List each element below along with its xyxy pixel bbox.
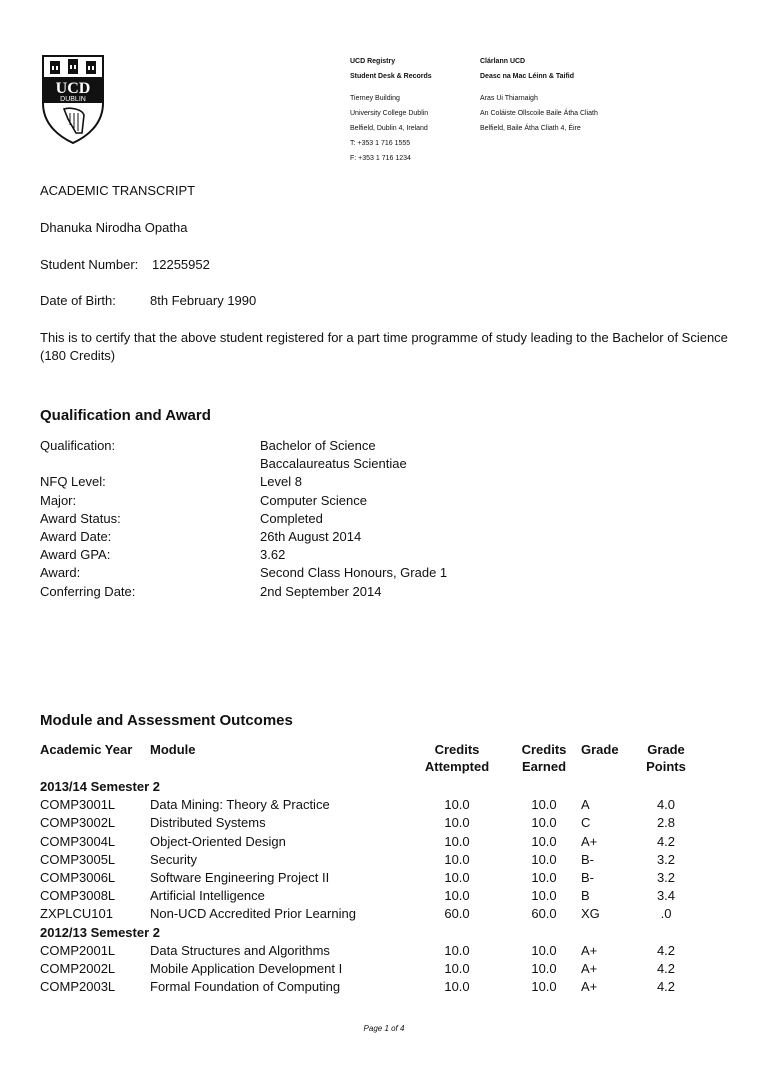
- credits-attempted: 10.0: [444, 797, 470, 813]
- modules-heading: Module and Assessment Outcomes: [40, 712, 293, 729]
- grade: A+: [581, 961, 598, 976]
- grade-points: 4.2: [656, 961, 676, 976]
- table-row: [0, 869, 768, 887]
- credits-attempted: 10.0: [444, 870, 470, 885]
- credits-earned: 60.0: [531, 906, 557, 922]
- registry-address-line: Tierney Building: [350, 95, 400, 102]
- grade-points: 4.2: [656, 833, 676, 849]
- module-code: COMP2003L: [40, 979, 116, 995]
- qualification-value: 2nd September 2014: [260, 583, 382, 599]
- credits-attempted: 10.0: [444, 979, 470, 995]
- qualification-row: [40, 456, 640, 472]
- grade-points: 3.4: [656, 888, 676, 904]
- student-number-label: Student Number:: [40, 257, 139, 272]
- semester-heading: 2012/13 Semester 2: [40, 924, 160, 940]
- grade-points: .0: [660, 906, 672, 922]
- credits-attempted: 10.0: [444, 851, 470, 867]
- credits-attempted: 60.0: [444, 906, 470, 922]
- registry-address-line: University College Dublin: [350, 110, 429, 117]
- grade: B-: [581, 851, 594, 867]
- credits-earned: 10.0: [531, 851, 557, 867]
- module-code: ZXPLCU101: [40, 906, 113, 922]
- table-row: [0, 905, 768, 923]
- qualification-label: Award:: [40, 565, 81, 581]
- grade-points: 4.2: [656, 979, 676, 995]
- qualification-value: Second Class Honours, Grade 1: [260, 565, 448, 581]
- credits-attempted: 10.0: [444, 961, 470, 976]
- credits-attempted: 10.0: [444, 815, 470, 831]
- qualification-label: Award GPA:: [40, 547, 111, 563]
- registry-title-irish: Clárlann UCD: [480, 58, 526, 65]
- qualification-label: Major:: [40, 492, 77, 508]
- registry-address-line-irish: Aras Ui Thiarnaigh: [480, 95, 538, 102]
- qualification-value: 3.62: [260, 547, 286, 563]
- grade: B: [581, 888, 590, 904]
- registry-subtitle-irish: Deasc na Mac Léinn & Taifid: [480, 73, 575, 80]
- student-number: 12255952: [152, 257, 210, 272]
- qualification-row: [40, 529, 640, 545]
- registry-fax: F: +353 1 716 1234: [350, 155, 411, 162]
- qualification-row: [40, 565, 640, 581]
- credits-attempted: 10.0: [444, 942, 470, 958]
- grade-points: 2.8: [656, 815, 676, 831]
- table-row: [0, 814, 768, 832]
- credits-earned: 10.0: [531, 961, 557, 976]
- qualification-label: NFQ Level:: [40, 474, 106, 490]
- dob-label: Date of Birth:: [40, 293, 116, 308]
- registry-subtitle: Student Desk & Records: [350, 73, 432, 80]
- credits-earned: 10.0: [531, 833, 557, 849]
- grade: XG: [581, 906, 600, 922]
- student-name: Dhanuka Nirodha Opatha: [40, 220, 188, 235]
- credits-earned: 10.0: [531, 979, 557, 995]
- module-code: COMP2002L: [40, 961, 116, 976]
- registry-title: UCD Registry: [350, 58, 396, 65]
- col-module: Module: [150, 742, 196, 757]
- col-grade: Grade: [581, 742, 619, 757]
- semester-heading: 2013/14 Semester 2: [40, 779, 160, 794]
- table-row: [0, 978, 768, 996]
- qualification-row: [40, 474, 640, 490]
- svg-text:UCD: UCD: [55, 80, 91, 97]
- module-title: Mobile Application Development I: [150, 961, 343, 976]
- qualification-value: 26th August 2014: [260, 529, 362, 544]
- module-code: COMP3008L: [40, 888, 116, 904]
- module-title: Distributed Systems: [150, 815, 266, 831]
- module-code: COMP3004L: [40, 833, 116, 849]
- qualification-heading: Qualification and Award: [40, 407, 211, 424]
- module-title: Non-UCD Accredited Prior Learning: [150, 906, 356, 922]
- module-title: Data Structures and Algorithms: [150, 942, 330, 958]
- dob-value: 8th February 1990: [150, 293, 257, 308]
- credits-attempted: 10.0: [444, 833, 470, 849]
- table-row: [0, 887, 768, 905]
- grade: A+: [581, 979, 598, 995]
- certification-statement: This is to certify that the above student registered for a part time programme of study leading to the Bachelor of Science (180 Credits): [40, 330, 728, 363]
- credits-earned: 10.0: [531, 797, 557, 813]
- grade-points: 4.0: [656, 797, 676, 813]
- registry-address-line-irish: Belfield, Baile Átha Cliath 4, Éire: [480, 125, 581, 132]
- qualification-label: Award Status:: [40, 510, 121, 526]
- table-row: [0, 851, 768, 869]
- page-footer: Page 1 of 4: [363, 1024, 405, 1033]
- registry-address-line-irish: An Coláiste Ollscoile Baile Átha Cliath: [480, 110, 598, 117]
- svg-text:DUBLIN: DUBLIN: [60, 96, 86, 103]
- document-title: ACADEMIC TRANSCRIPT: [40, 183, 196, 198]
- module-title: Formal Foundation of Computing: [150, 979, 341, 995]
- table-row: [0, 960, 768, 978]
- credits-earned: 10.0: [531, 815, 557, 831]
- qualification-value: Computer Science: [260, 492, 367, 508]
- module-title: Data Mining: Theory & Practice: [150, 797, 330, 813]
- module-code: COMP3002L: [40, 815, 116, 831]
- ucd-crest-logo: [40, 53, 106, 145]
- grade: A+: [581, 942, 598, 958]
- table-row: [0, 796, 768, 814]
- grade: A: [581, 797, 590, 813]
- qualification-row: [40, 438, 640, 454]
- qualification-value: Baccalaureatus Scientiae: [260, 456, 407, 472]
- qualification-value: Bachelor of Science: [260, 438, 376, 453]
- module-code: COMP2001L: [40, 942, 116, 958]
- table-row: [0, 942, 768, 960]
- grade: B-: [581, 870, 594, 885]
- qualification-label: Qualification:: [40, 438, 116, 453]
- module-title: Security: [150, 851, 197, 867]
- qualification-label: Award Date:: [40, 529, 112, 544]
- module-code: COMP3006L: [40, 870, 116, 885]
- qualification-row: [40, 493, 640, 509]
- col-credits-earned: Credits Earned: [521, 742, 567, 774]
- qualification-value: Level 8: [260, 474, 302, 490]
- table-row: [0, 833, 768, 851]
- qualification-row: [40, 511, 640, 527]
- grade: C: [581, 815, 591, 831]
- module-title: Artificial Intelligence: [150, 888, 265, 904]
- qualification-row: [40, 547, 640, 563]
- credits-attempted: 10.0: [444, 888, 470, 904]
- qualification-value: Completed: [260, 510, 323, 526]
- grade: A+: [581, 833, 598, 849]
- grade-points: 3.2: [656, 870, 676, 885]
- col-credits-attempted: Credits Attempted: [424, 742, 490, 774]
- module-code: COMP3005L: [40, 851, 116, 867]
- module-title: Software Engineering Project II: [150, 870, 330, 885]
- module-code: COMP3001L: [40, 797, 116, 813]
- qualification-label: Conferring Date:: [40, 583, 136, 599]
- credits-earned: 10.0: [531, 942, 557, 958]
- grade-points: 4.2: [656, 942, 676, 958]
- qualification-row: [40, 584, 640, 600]
- registry-address-line: Belfield, Dublin 4, Ireland: [350, 125, 428, 132]
- module-title: Object-Oriented Design: [150, 833, 286, 849]
- credits-earned: 10.0: [531, 870, 557, 885]
- registry-phone: T: +353 1 716 1555: [350, 140, 411, 147]
- credits-earned: 10.0: [531, 888, 557, 904]
- grade-points: 3.2: [656, 851, 676, 867]
- col-academic-year: Academic Year: [40, 742, 133, 757]
- col-grade-points: Grade Points: [646, 742, 686, 774]
